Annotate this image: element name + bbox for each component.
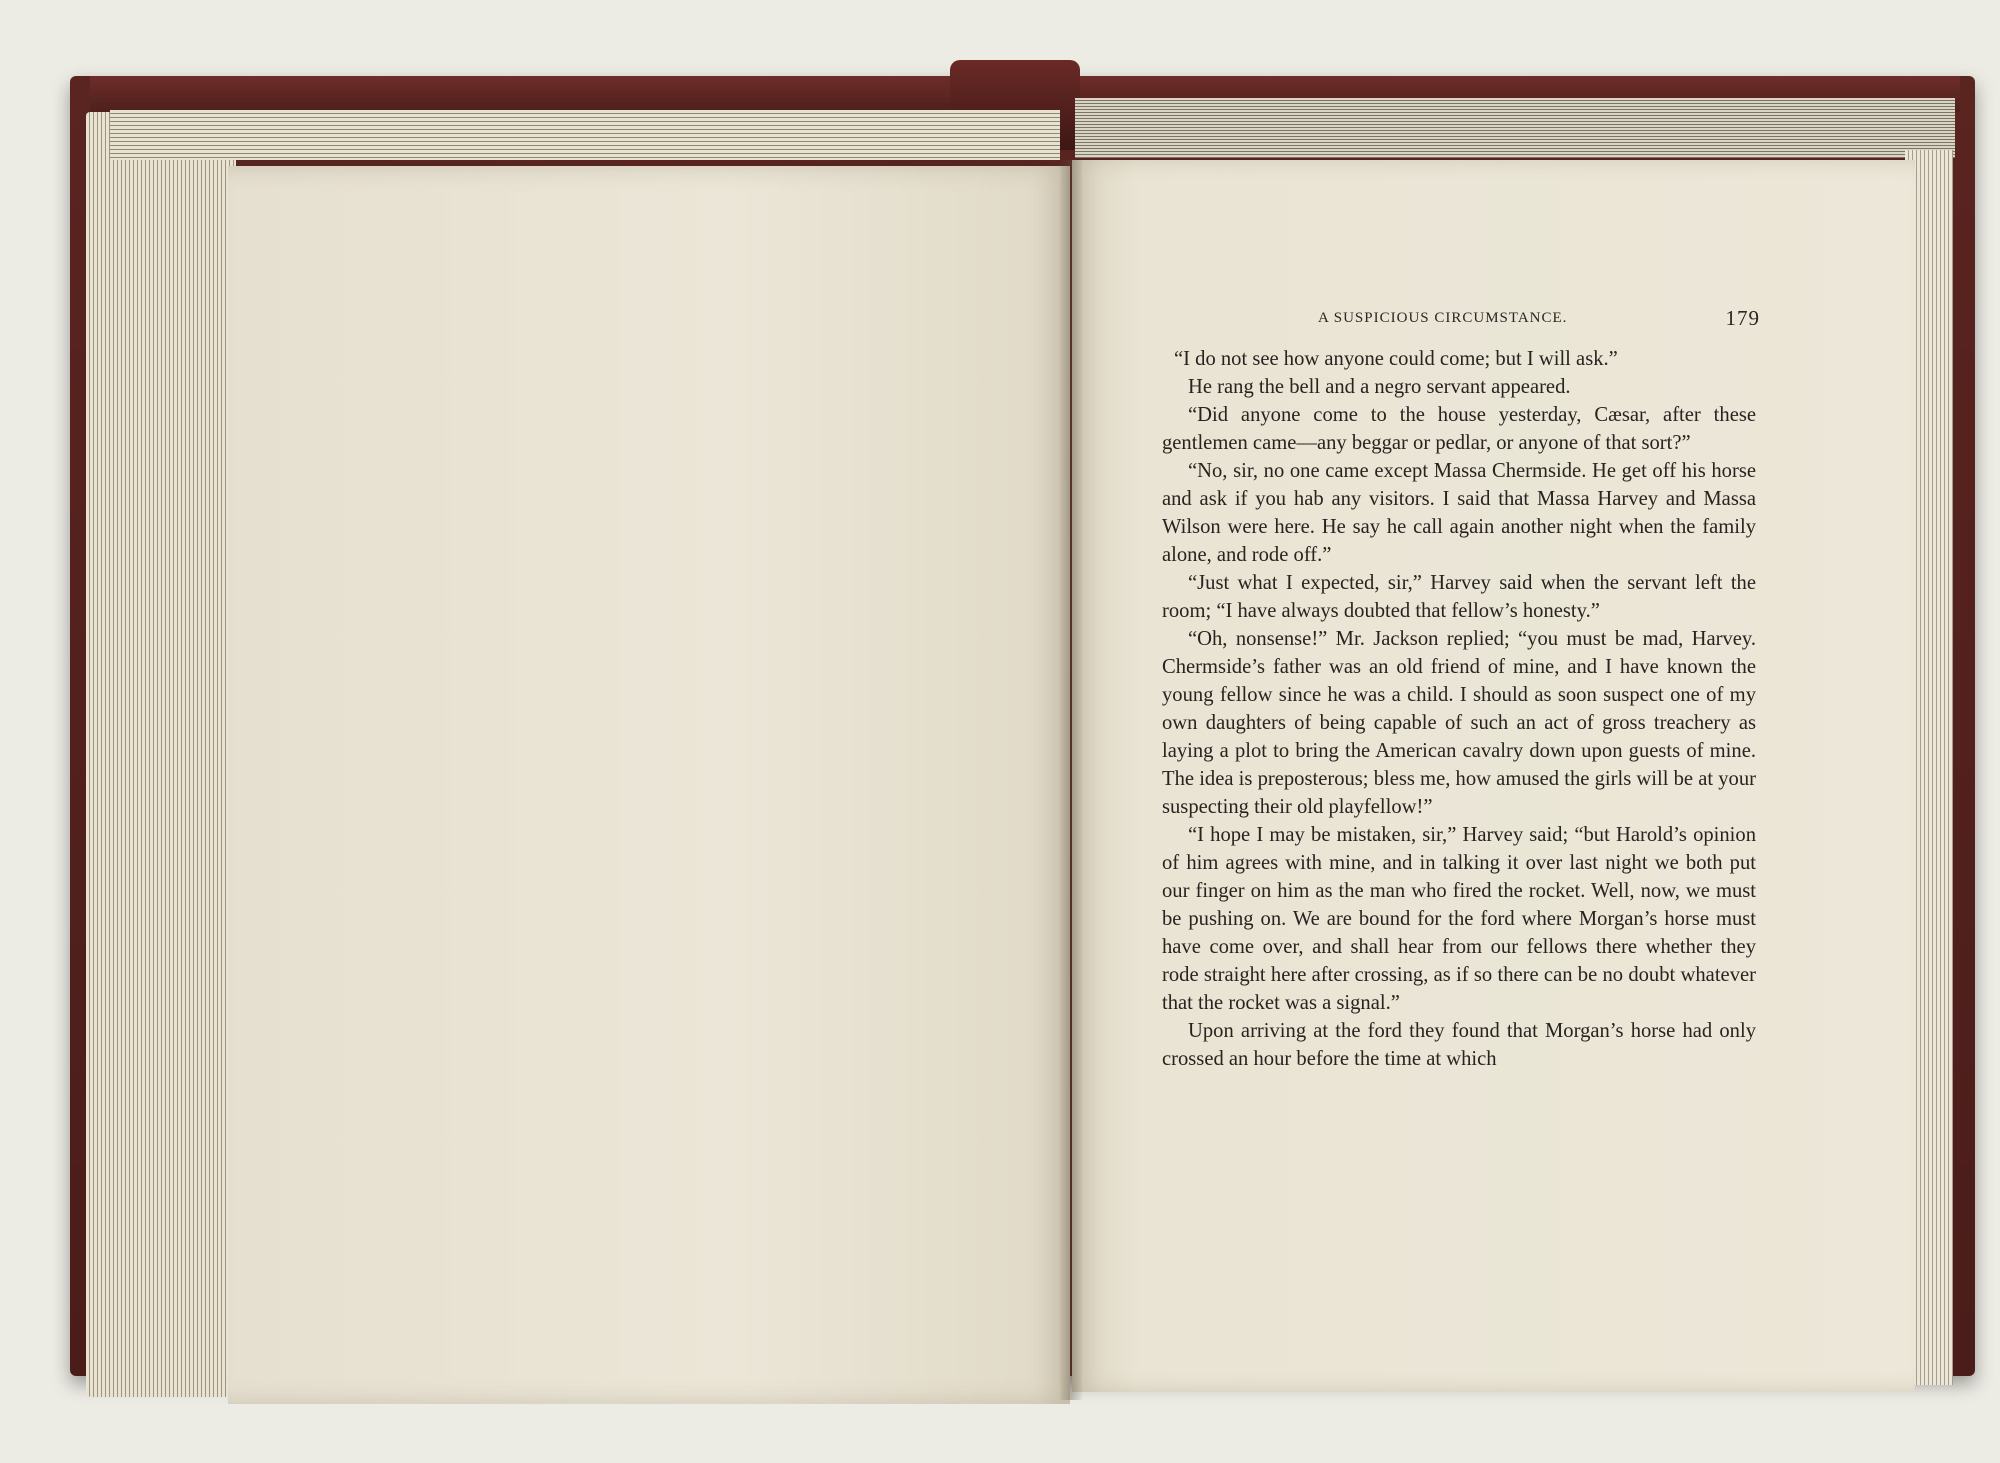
left-page-edges <box>86 112 236 1397</box>
top-page-edges-right <box>1075 98 1955 158</box>
book-gutter <box>1060 160 1082 1400</box>
paragraph: “I do not see how anyone could come; but I will ask.” <box>1174 348 1618 370</box>
top-page-edges-left <box>110 110 1060 160</box>
paragraph: Upon arriving at the ford they found that Morgan’s horse had only crossed an hour before the time at which <box>1162 1020 1756 1070</box>
paragraph: “Did anyone come to the house yesterday, Cæsar, after these gentlemen came—any beggar or pedlar, or anyone of that sort?” <box>1162 404 1756 454</box>
paragraph: He rang the bell and a negro servant appeared. <box>1188 376 1571 398</box>
running-head-title: A SUSPICIOUS CIRCUMSTANCE. <box>1318 310 1568 326</box>
running-head <box>1318 308 1760 332</box>
paragraph: “I hope I may be mistaken, sir,” Harvey said; “but Harold’s opinion of him agrees with mine, and in talking it over last night we both put our finger on him as the man who fired the rocket. Well, now, we must be pushing on. We are bound for the ford where Morgan’s horse must have come over, and shall hear from our fellows there whether they rode straight here after crossing, as if so there can be no doubt whatever that the rocket was a signal.” <box>1162 824 1756 1014</box>
paragraph: “Just what I expected, sir,” Harvey said when the servant left the room; “I have always doubted that fellow’s honesty.” <box>1162 572 1756 622</box>
left-page-blank <box>228 166 1070 1404</box>
page-number: 179 <box>1725 306 1760 330</box>
paragraph: “No, sir, no one came except Massa Chermside. He get off his horse and ask if you hab any visitors. I said that Massa Harvey and Massa Wilson were here. He say he call again another night when the family alone, and rode off.” <box>1162 460 1756 566</box>
page-body-text <box>1162 345 1756 1073</box>
paragraph: “Oh, nonsense!” Mr. Jackson replied; “you must be mad, Harvey. Chermside’s father was an old friend of mine, and I have known the young fellow since he was a child. I should as soon suspect one of my own daughters of being capable of such an act of gross treachery as laying a plot to bring the American cavalry down upon guests of mine. The idea is preposterous; bless me, how amused the girls will be at your suspecting their old playfellow!” <box>1162 628 1756 818</box>
